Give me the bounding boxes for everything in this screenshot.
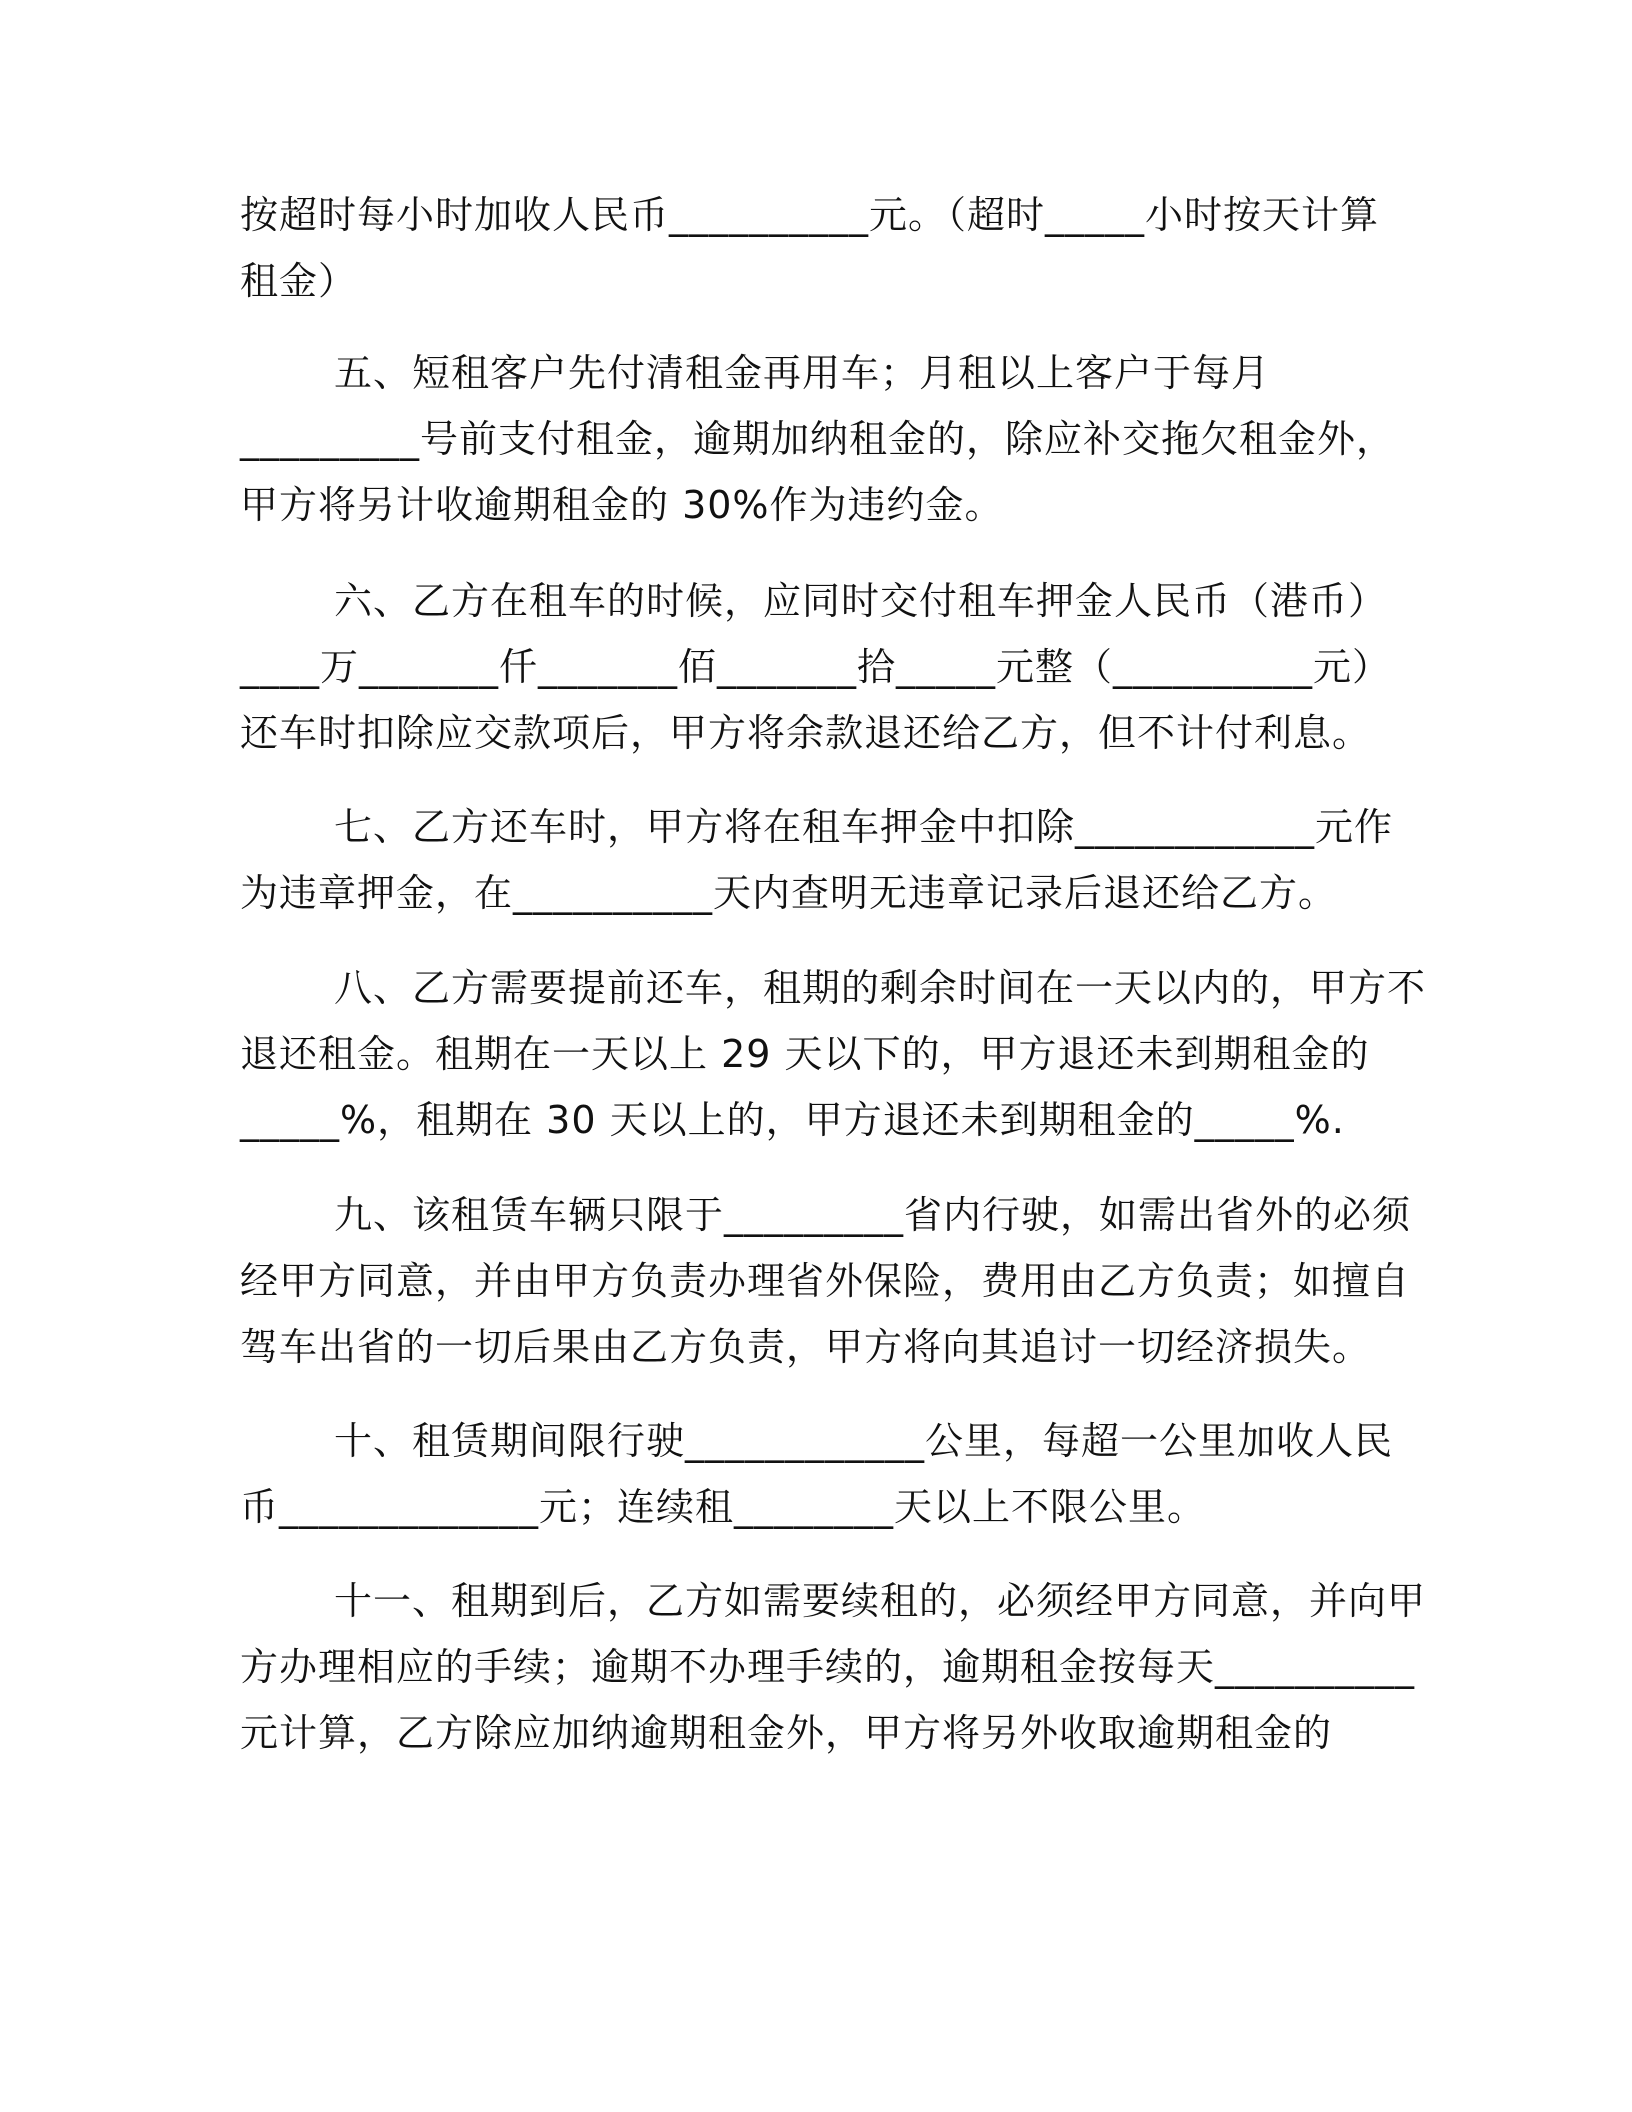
text-line: 经甲方同意，并由甲方负责办理省外保险，费用由乙方负责；如擅自 [240,1259,1411,1303]
text-line: 币_____________元；连续租________天以上不限公里。 [240,1485,1207,1529]
text-line: 退还租金。租期在一天以上 29 天以下的，甲方退还未到期租金的 [240,1032,1370,1076]
text-line: 驾车出省的一切后果由乙方负责，甲方将向其追讨一切经济损失。 [240,1325,1372,1369]
clause-6 [240,568,1410,766]
clause-10 [240,1408,1410,1540]
text-line: 六、乙方在租车的时候，应同时交付租车押金人民币（港币） [334,579,1388,623]
clause-9 [240,1182,1410,1380]
text-line: _________号前支付租金，逾期加纳租金的，除应补交拖欠租金外， [240,417,1396,461]
text-line: 甲方将另计收逾期租金的 30%作为违约金。 [240,483,1004,527]
text-line: 还车时扣除应交款项后，甲方将余款退还给乙方，但不计付利息。 [240,711,1372,755]
text-line: 九、该租赁车辆只限于_________省内行驶，如需出省外的必须 [334,1193,1412,1237]
text-line: ____万_______仟_______佰_______拾_____元整（__________元） [240,645,1392,689]
text-line: 租金） [240,259,358,303]
text-line: 为违章押金，在__________天内查明无违章记录后退还给乙方。 [240,871,1338,915]
text-line: 五、短租客户先付清租金再用车；月租以上客户于每月 [334,351,1271,395]
text-line: 元计算，乙方除应加纳逾期租金外，甲方将另外收取逾期租金的 [240,1711,1333,1755]
clause-5 [240,340,1410,538]
text-line: 七、乙方还车时，甲方将在租车押金中扣除____________元作 [334,805,1394,849]
text-line: 八、乙方需要提前还车，租期的剩余时间在一天以内的，甲方不 [334,966,1427,1010]
text-line: 十、租赁期间限行驶____________公里，每超一公里加收人民 [334,1419,1394,1463]
clause-8 [240,955,1427,1153]
clause-11 [240,1568,1427,1766]
text-line: _____%，租期在 30 天以上的，甲方退还未到期租金的_____%. [240,1098,1345,1142]
clause-4-continued [240,182,1410,314]
text-line: 十一、租期到后，乙方如需要续租的，必须经甲方同意，并向甲 [334,1579,1427,1623]
text-line: 按超时每小时加收人民币__________元。（超时_____小时按天计算 [240,193,1380,237]
text-line: 方办理相应的手续；逾期不办理手续的，逾期租金按每天__________ [240,1645,1416,1689]
clause-7 [240,794,1410,926]
